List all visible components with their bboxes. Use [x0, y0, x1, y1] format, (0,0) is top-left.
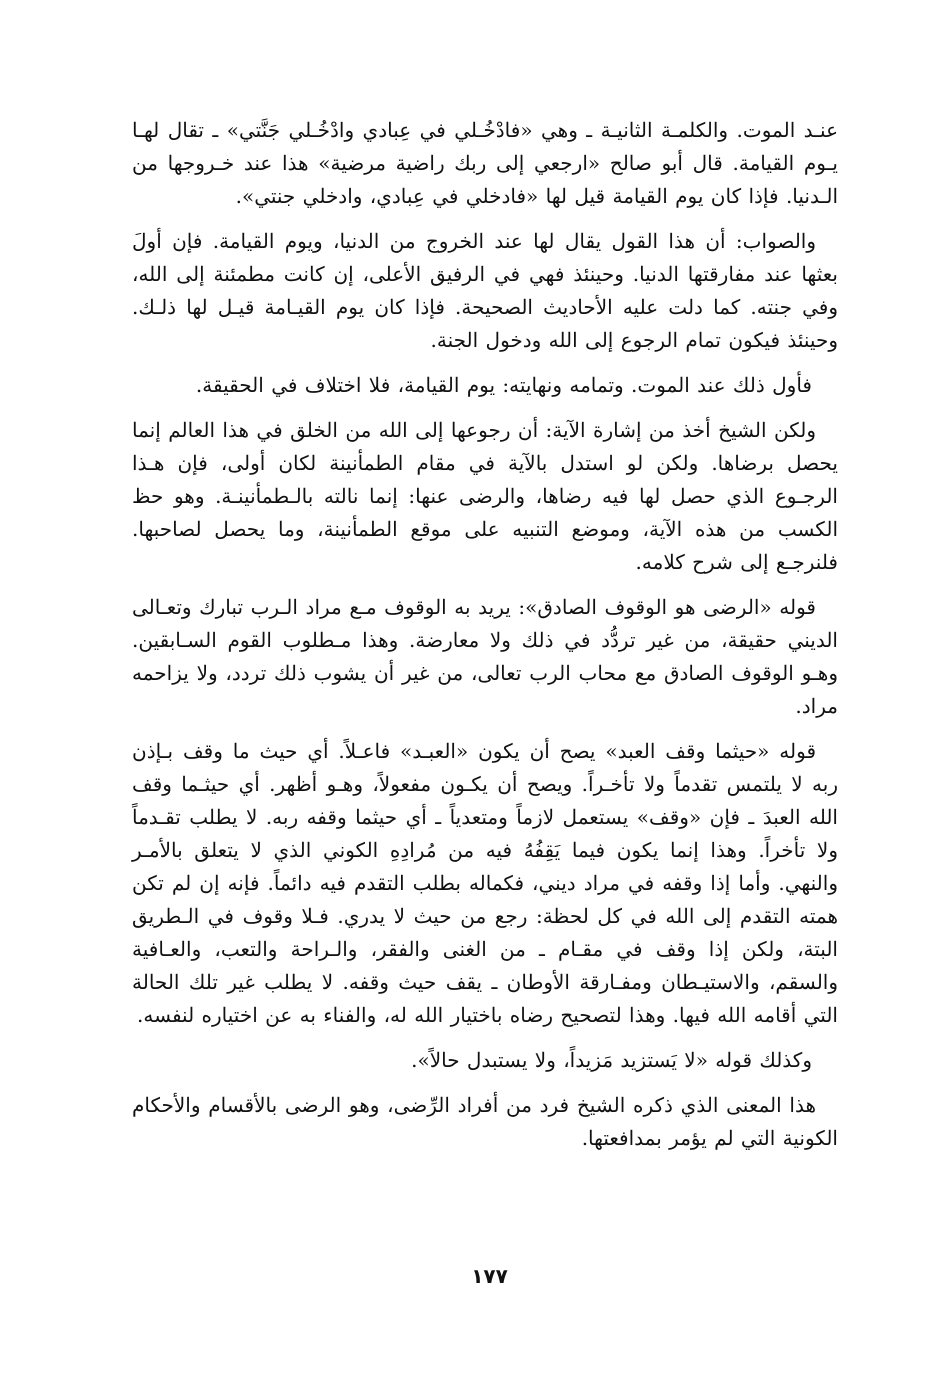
paragraph-6: قوله «حيثما وقف العبد» يصح أن يكون «العبـد» فاعـلاً. أي حيث ما وقف بـإذن ربه لا يلتمس تقدماً ولا تأخـراً. ويصح أن يكـون مفعولاً، وهـو أظهر. أي حيثـما وقف الله العبدَ ـ فإن «وقف» يستعمل لازماً ومتعدياً ـ أي حيثما وقفه ربه. لا يطلب تقـدماً ولا تأخراً. وهذا إنما يكون فيما يَقِفُهُ فيه من مُرادِهِ الكوني الذي لا يتعلق بالأمـر والنهي. وأما إذا وقفه في مراد ديني، فكماله بطلب التقدم فيه دائماً. فإنه إن لم تكن همته التقدم إلى الله في كل لحظة: رجع من حيث لا يدري. فـلا وقوف في الـطريق البتة، ولكن إذا وقف في مقـام ـ من الغنى والفقر، والـراحة والتعب، والعـافية والسقم، والاستيـطان ومفـارقة الأوطان ـ يقف حيث وقفه. لا يطلب غير تلك الحالة التي أقامه الله فيها. وهذا لتصحيح رضاه باختيار الله له، والفناء به عن اختياره لنفسه.	[132, 739, 838, 1027]
paragraph-3: فأول ذلك عند الموت. وتمامه ونهايته: يوم القيامة، فلا اختلاف في الحقيقة.	[195, 373, 812, 397]
page-number: ١٧٧	[471, 1264, 508, 1288]
paragraph-1: عنـد الموت. والكلمـة الثانيـة ـ وهي «فادْخُـلي في عِبادي وادْخُـلي جَنَّتي» ـ تقال لهـا يـوم القيامة. قال أبو صالح «ارجعي إلى ربك راضية مرضية» هذا عند خـروجها من الـدنيا. فإذا كان يوم القيامة قيل لها «فادخلي في عِبادي، وادخلي جنتي».	[132, 118, 838, 208]
paragraph-8: هذا المعنى الذي ذكره الشيخ فرد من أفراد الرِّضى، وهو الرضى بالأقسام والأحكام الكونية التي لم يؤمر بمدافعتها.	[132, 1093, 838, 1150]
paragraph-7: وكذلك قوله «لا يَستزيد مَزيداً، ولا يستبدل حالاً».	[411, 1048, 812, 1072]
paragraph-2: والصواب: أن هذا القول يقال لها عند الخروج من الدنيا، ويوم القيامة. فإن أولَ بعثها عند مفارقتها الدنيا. وحينئذ فهي في الرفيق الأعلى، إن كانت مطمئنة إلى الله، وفي جنته. كما دلت عليه الأحاديث الصحيحة. فإذا كان يوم القيـامة قيـل لها ذلـك. وحينئذ فيكون تمام الرجوع إلى الله ودخول الجنة.	[132, 229, 838, 352]
paragraph-5: قوله «الرضى هو الوقوف الصادق»: يريد به الوقوف مـع مراد الـرب تبارك وتعـالى الديني حقيقة، من غير تردُّد في ذلك ولا معارضة. وهذا مـطلوب القوم السـابقين. وهـو الوقوف الصادق مع محاب الرب تعالى، من غير أن يشوب ذلك تردد، ولا يزاحمه مراد.	[132, 595, 838, 718]
paragraph-4: ولكن الشيخ أخذ من إشارة الآية: أن رجوعها إلى الله من الخلق في هذا العالم إنما يحصل برضاها. ولكن لو استدل بالآية في مقام الطمأنينة لكان أولى، فإن هـذا الرجـوع الذي حصل لها فيه رضاها، والرضى عنها: إنما نالته بالـطمأنينـة. وهو حظ الكسب من هذه الآية، وموضع التنبيه على موقع الطمأنينة، وما يحصل لصاحبها. فلنرجـع إلى شرح كلامه.	[132, 418, 838, 574]
page-body	[132, 114, 838, 1167]
